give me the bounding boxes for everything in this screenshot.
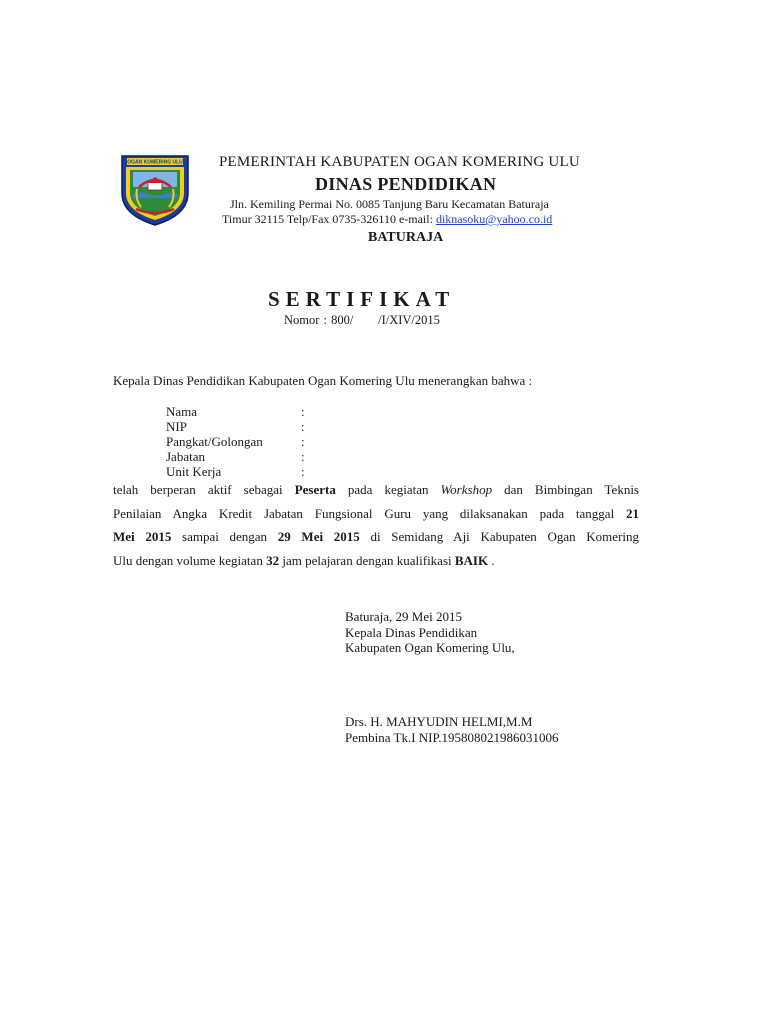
field-label-pangkat: Pangkat/Golongan [166, 434, 263, 449]
paragraph-text: di Semidang Aji Kabupaten Ogan Komering [359, 529, 640, 544]
signatory-rank-nip: Pembina Tk.I NIP.195808021986031006 [345, 730, 559, 745]
field-colon-jabatan: : [301, 449, 305, 464]
address-contact-text: Timur 32115 Telp/Fax 0735-326110 e-mail: [222, 212, 436, 226]
paragraph-text: dan Bimbingan Teknis [492, 482, 639, 497]
paragraph-text: Penilaian Angka Kredit Jabatan Fungsional Guru yang dilaksanakan pada tanggal [113, 505, 626, 521]
field-colon-nama: : [301, 404, 305, 419]
field-label-nip: NIP [166, 419, 187, 434]
activity-type: Workshop [440, 482, 493, 497]
certificate-paragraph [113, 478, 639, 572]
paragraph-line [113, 549, 639, 573]
department-name: DINAS PENDIDIKAN [315, 174, 497, 194]
intro-statement: Kepala Dinas Pendidikan Kabupaten Ogan Komering Ulu menerangkan bahwa : [113, 373, 533, 388]
address-line-1: Jln. Kemiling Permai No. 0085 Tanjung Baru Kecamatan Baturaja [230, 197, 549, 211]
certificate-number: Nomor : 800/ /I/XIV/2015 [284, 313, 440, 327]
paragraph-text: Ulu dengan volume kegiatan [113, 552, 267, 568]
paragraph-text: jam pelajaran dengan kualifikasi [279, 552, 455, 568]
paragraph-text: pada kegiatan [335, 482, 441, 497]
emblem-banner-text: OGAN KOMERING ULU [127, 159, 183, 166]
address-line-2 [222, 212, 552, 227]
end-date: 29 Mei 2015 [277, 529, 360, 544]
qualification: BAIK [454, 552, 489, 568]
field-label-unit-kerja: Unit Kerja [166, 464, 222, 479]
paragraph-line [113, 502, 639, 526]
email-link[interactable]: diknasoku@yahoo.co.id [435, 212, 553, 226]
paragraph-line [113, 525, 639, 549]
government-name: PEMERINTAH KABUPATEN OGAN KOMERING ULU [219, 154, 580, 170]
paragraph-line [113, 478, 639, 502]
paragraph-text: sampai dengan [171, 529, 278, 544]
start-month-year: Mei 2015 [113, 529, 172, 544]
certificate-title: SERTIFIKAT [268, 287, 456, 311]
letterhead-city: BATURAJA [368, 230, 444, 245]
regency-emblem-icon [119, 153, 191, 227]
signature-place-date: Baturaja, 29 Mei 2015 [345, 609, 462, 624]
field-label-nama: Nama [166, 404, 198, 419]
field-colon-nip: : [301, 419, 305, 434]
field-colon-unit-kerja: : [301, 464, 305, 479]
paragraph-text: telah berperan aktif sebagai [113, 482, 295, 497]
signatory-position: Kepala Dinas Pendidikan [345, 625, 478, 640]
signatory-name: Drs. H. MAHYUDIN HELMI,M.M [345, 714, 533, 729]
activity-hours: 32 [266, 552, 280, 568]
field-label-jabatan: Jabatan [166, 449, 205, 464]
paragraph-text: . [488, 552, 495, 568]
participant-role: Peserta [294, 482, 336, 497]
field-colon-pangkat: : [301, 434, 305, 449]
signatory-regency: Kabupaten Ogan Komering Ulu, [345, 640, 515, 655]
start-day: 21 [626, 505, 639, 521]
